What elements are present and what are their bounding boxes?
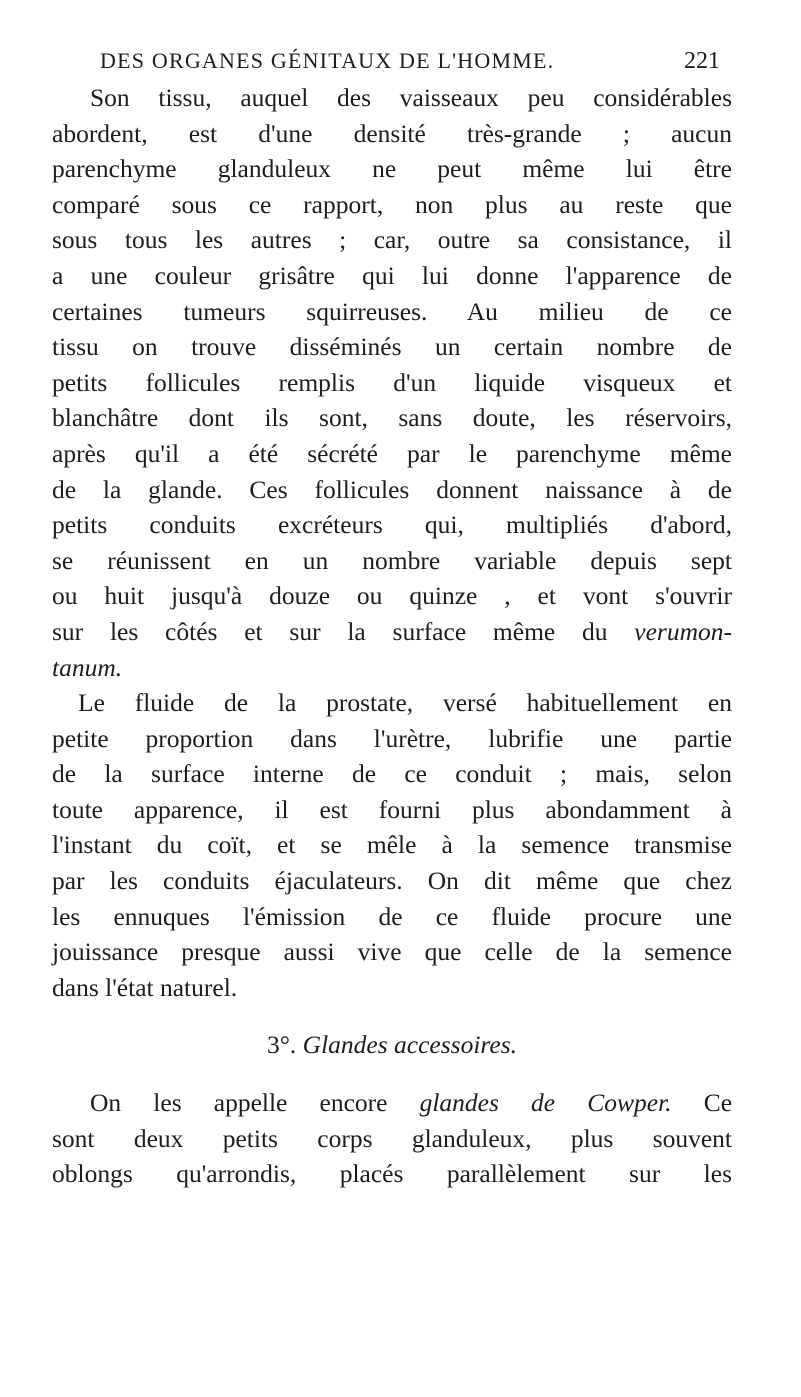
text-line: tissu on trouve disséminés un certain nombre de bbox=[52, 332, 732, 362]
text-segment: sur les côtés et sur la surface même du bbox=[52, 616, 608, 646]
text-line: de la glande. Ces follicules donnent naissance à de bbox=[52, 474, 732, 504]
section-title: Glandes accessoires. bbox=[302, 1030, 518, 1060]
body-text bbox=[52, 80, 732, 1192]
italic-term: tanum. bbox=[52, 652, 123, 682]
text-line: jouissance presque aussi vive que celle de la semence bbox=[52, 937, 732, 967]
running-head bbox=[100, 48, 720, 78]
text-line: petite proportion dans l'urètre, lubrifie une partie bbox=[52, 723, 732, 753]
text-line: l'instant du coït, et se mêle à la semence transmise bbox=[52, 830, 732, 860]
text-line: Le fluide de la prostate, versé habituellement en bbox=[78, 688, 732, 718]
text-line: abordent, est d'une densité très-grande ; aucun bbox=[52, 118, 732, 148]
text-line-with-italic bbox=[52, 1085, 732, 1121]
italic-term: verumon- bbox=[634, 616, 732, 646]
text-line: certaines tumeurs squirreuses. Au milieu de ce bbox=[52, 296, 732, 326]
text-line: sont deux petits corps glanduleux, plus souvent bbox=[52, 1123, 732, 1153]
text-line: de la surface interne de ce conduit ; mais, selon bbox=[52, 759, 732, 789]
section-number: 3°. bbox=[266, 1030, 297, 1060]
text-line: après qu'il a été sécrété par le parenchyme même bbox=[52, 438, 732, 468]
section-heading bbox=[52, 1027, 732, 1063]
text-line: se réunissent en un nombre variable depuis sept bbox=[52, 545, 732, 575]
text-line: petits conduits excréteurs qui, multipliés d'abord, bbox=[52, 510, 732, 540]
text-line: toute apparence, il est fourni plus abondamment à bbox=[52, 794, 732, 824]
text-line: comparé sous ce rapport, non plus au reste que bbox=[52, 189, 732, 219]
text-line-with-italic bbox=[52, 614, 732, 650]
text-line bbox=[52, 650, 732, 686]
text-line: parenchyme glanduleux ne peut même lui être bbox=[52, 154, 732, 184]
text-segment: Ce bbox=[703, 1088, 733, 1118]
spacer bbox=[52, 1063, 732, 1085]
text-line: les ennuques l'émission de ce fluide procure une bbox=[52, 901, 732, 931]
page-number: 221 bbox=[684, 48, 720, 74]
italic-term: glandes de Cowper. bbox=[419, 1088, 672, 1118]
text-line: par les conduits éjaculateurs. On dit même que chez bbox=[52, 866, 732, 896]
text-line: Son tissu, auquel des vaisseaux peu considérables bbox=[90, 83, 732, 112]
spacer bbox=[52, 1005, 732, 1027]
text-line: a une couleur grisâtre qui lui donne l'apparence de bbox=[52, 260, 732, 290]
text-line: petits follicules remplis d'un liquide visqueux et bbox=[52, 367, 732, 397]
running-head-title: DES ORGANES GÉNITAUX DE L'HOMME. bbox=[100, 48, 555, 73]
text-line: dans l'état naturel. bbox=[52, 972, 238, 1002]
text-line: ou huit jusqu'à douze ou quinze , et vont s'ouvrir bbox=[52, 581, 732, 611]
paragraph-prostate-tissue bbox=[52, 80, 732, 685]
paragraph-prostate-fluid bbox=[52, 685, 732, 1005]
text-line: blanchâtre dont ils sont, sans doute, les réservoirs, bbox=[52, 403, 732, 433]
text-line: oblongs qu'arrondis, placés parallèlement sur les bbox=[52, 1159, 732, 1189]
text-segment: On les appelle encore bbox=[90, 1088, 388, 1118]
paragraph-cowper-glands bbox=[52, 1085, 732, 1192]
text-line: sous tous les autres ; car, outre sa consistance, il bbox=[52, 225, 732, 255]
